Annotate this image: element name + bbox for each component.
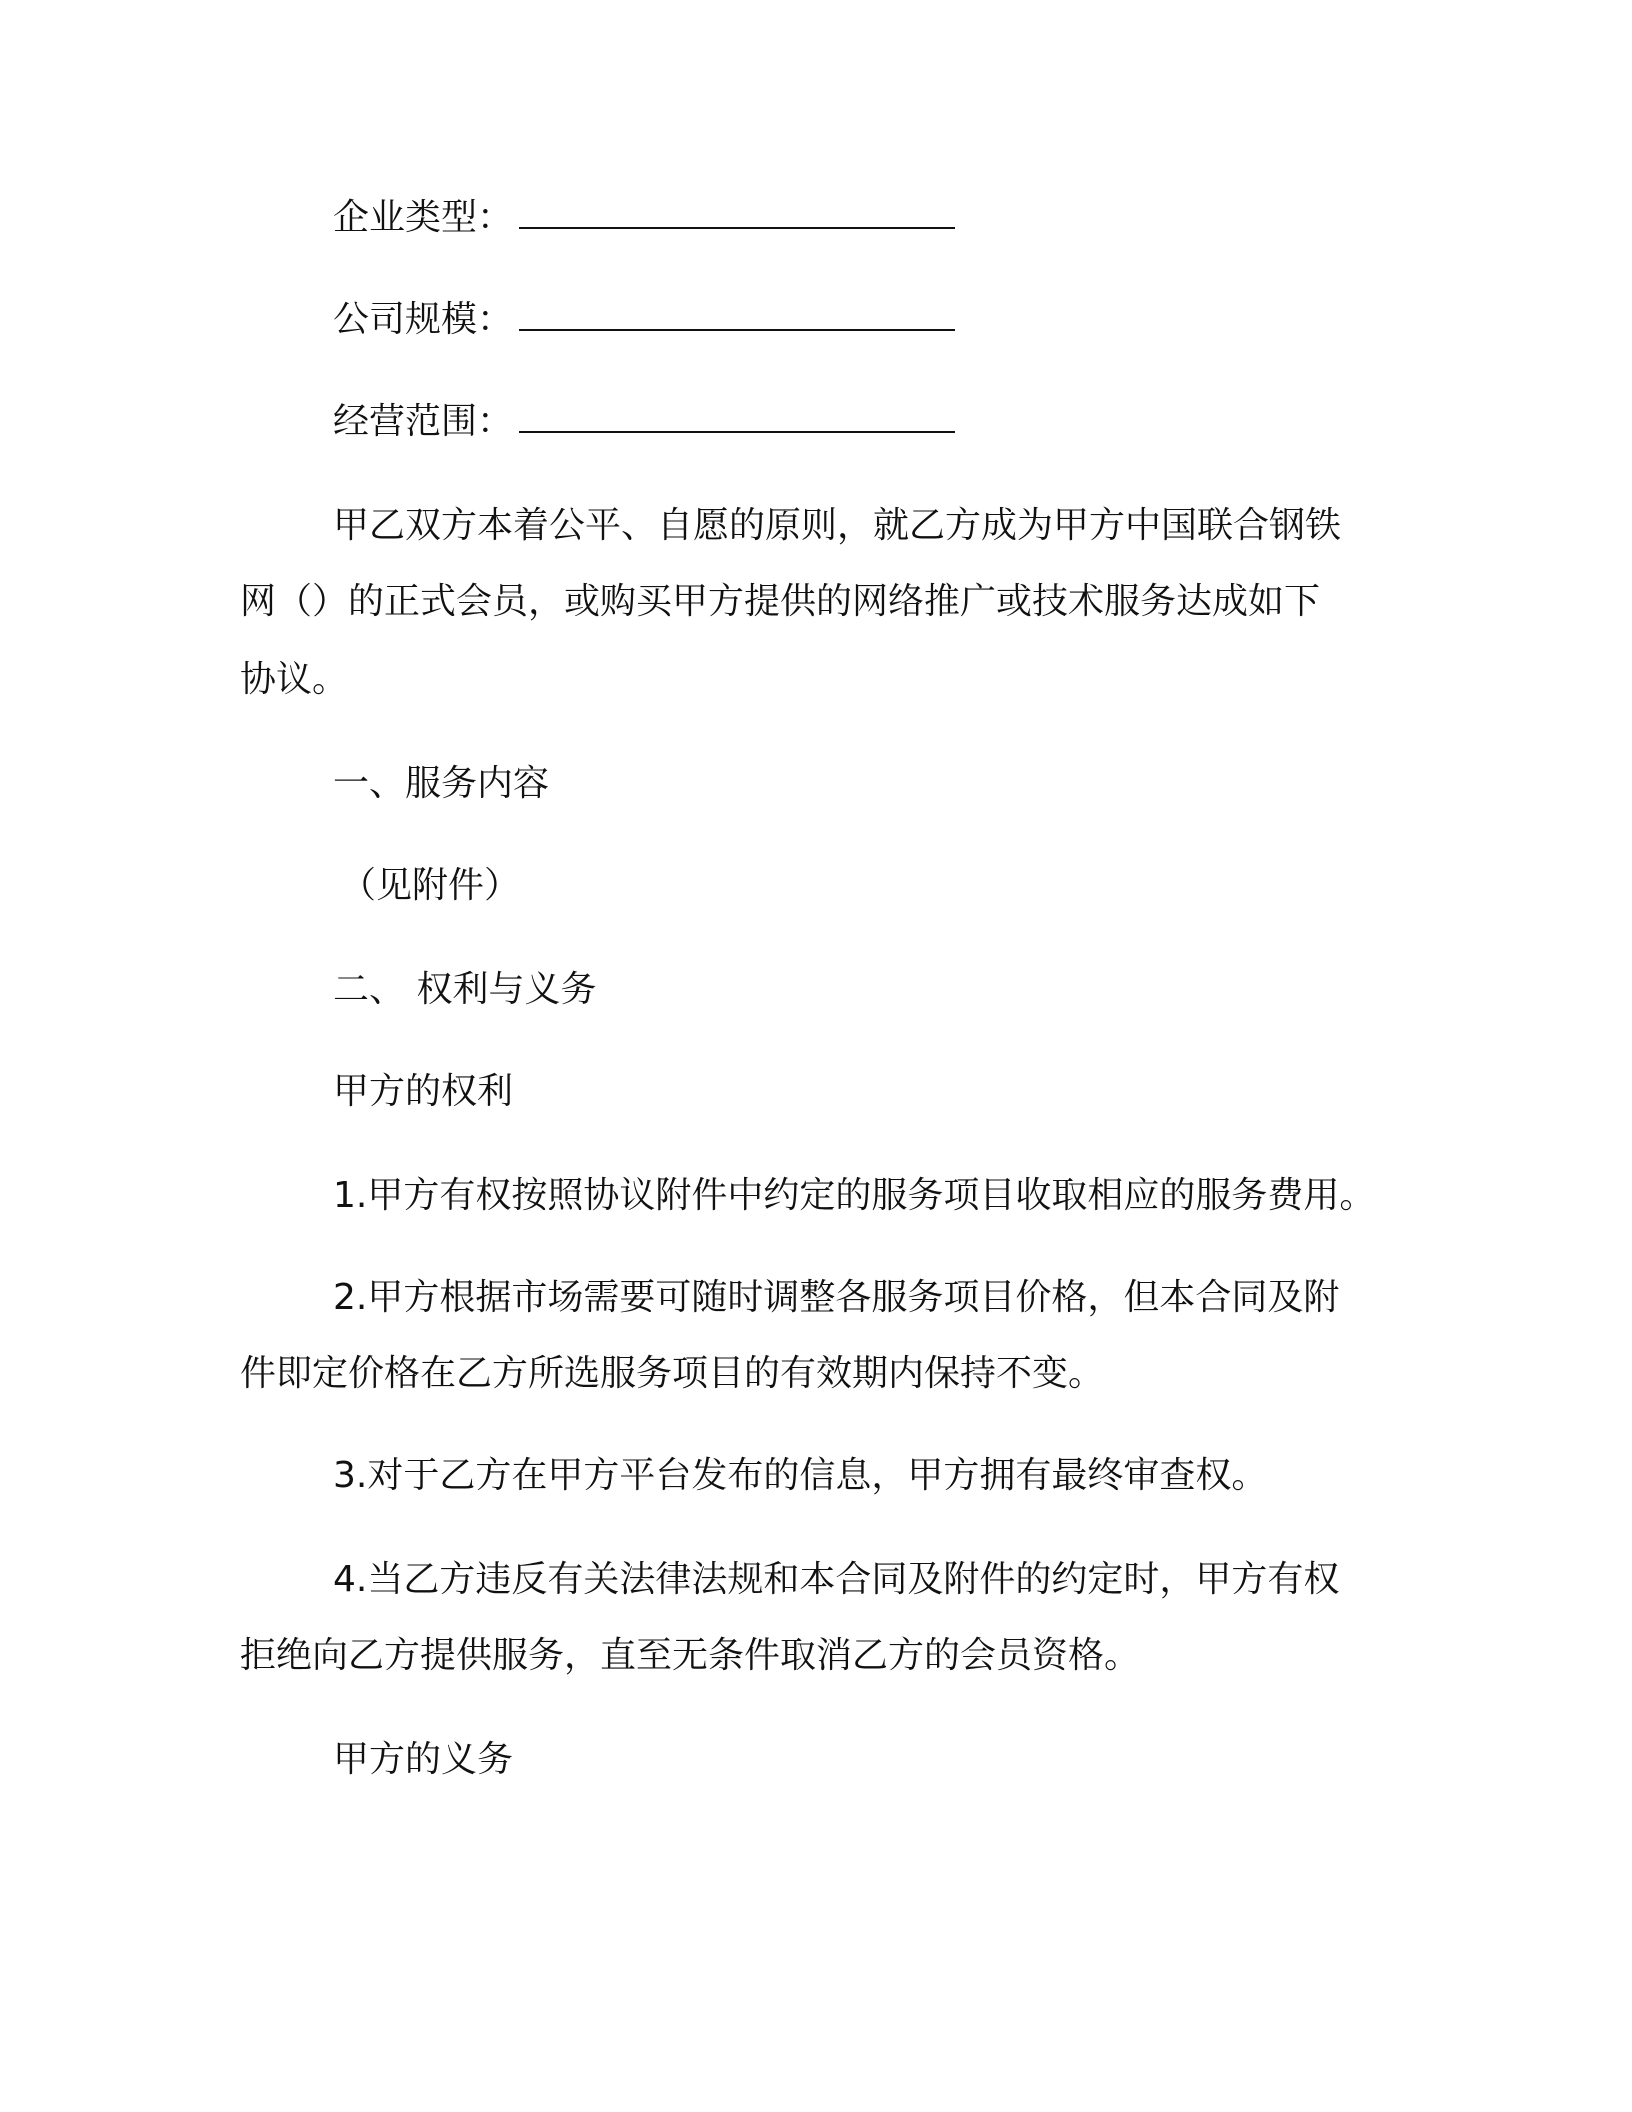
field-label: 公司规模： (333, 299, 514, 340)
field-label: 企业类型： (333, 197, 514, 238)
field-company-scale (333, 296, 955, 344)
intro-line-2: 网（）的正式会员，或购买甲方提供的网络推广或技术服务达成如下 (240, 581, 1321, 622)
right-item-2-line-2: 件即定价格在乙方所选服务项目的有效期内保持不变。 (240, 1353, 1105, 1394)
field-blank-line[interactable] (519, 197, 955, 229)
right-item-2-line-1: 2.甲方根据市场需要可随时调整各服务项目价格，但本合同及附 (333, 1277, 1340, 1318)
section-1-heading: 一、服务内容 (333, 763, 550, 804)
field-blank-line[interactable] (519, 299, 955, 331)
right-item-3: 3.对于乙方在甲方平台发布的信息，甲方拥有最终审查权。 (333, 1455, 1268, 1496)
section-1-note: （见附件） (340, 865, 521, 906)
right-item-4-line-1: 4.当乙方违反有关法律法规和本合同及附件的约定时，甲方有权 (333, 1559, 1340, 1600)
intro-line-1: 甲乙双方本着公平、自愿的原则，就乙方成为甲方中国联合钢铁 (333, 505, 1342, 546)
party-a-duties-heading: 甲方的义务 (333, 1739, 514, 1780)
section-2-heading: 二、 权利与义务 (333, 969, 597, 1010)
field-enterprise-type (333, 194, 955, 242)
field-label: 经营范围： (333, 401, 514, 442)
intro-line-3: 协议。 (240, 659, 349, 700)
field-blank-line[interactable] (519, 401, 955, 433)
right-item-1: 1.甲方有权按照协议附件中约定的服务项目收取相应的服务费用。 (333, 1175, 1376, 1216)
field-business-scope (333, 398, 955, 446)
party-a-rights-heading: 甲方的权利 (333, 1071, 514, 1112)
right-item-4-line-2: 拒绝向乙方提供服务，直至无条件取消乙方的会员资格。 (240, 1635, 1141, 1676)
